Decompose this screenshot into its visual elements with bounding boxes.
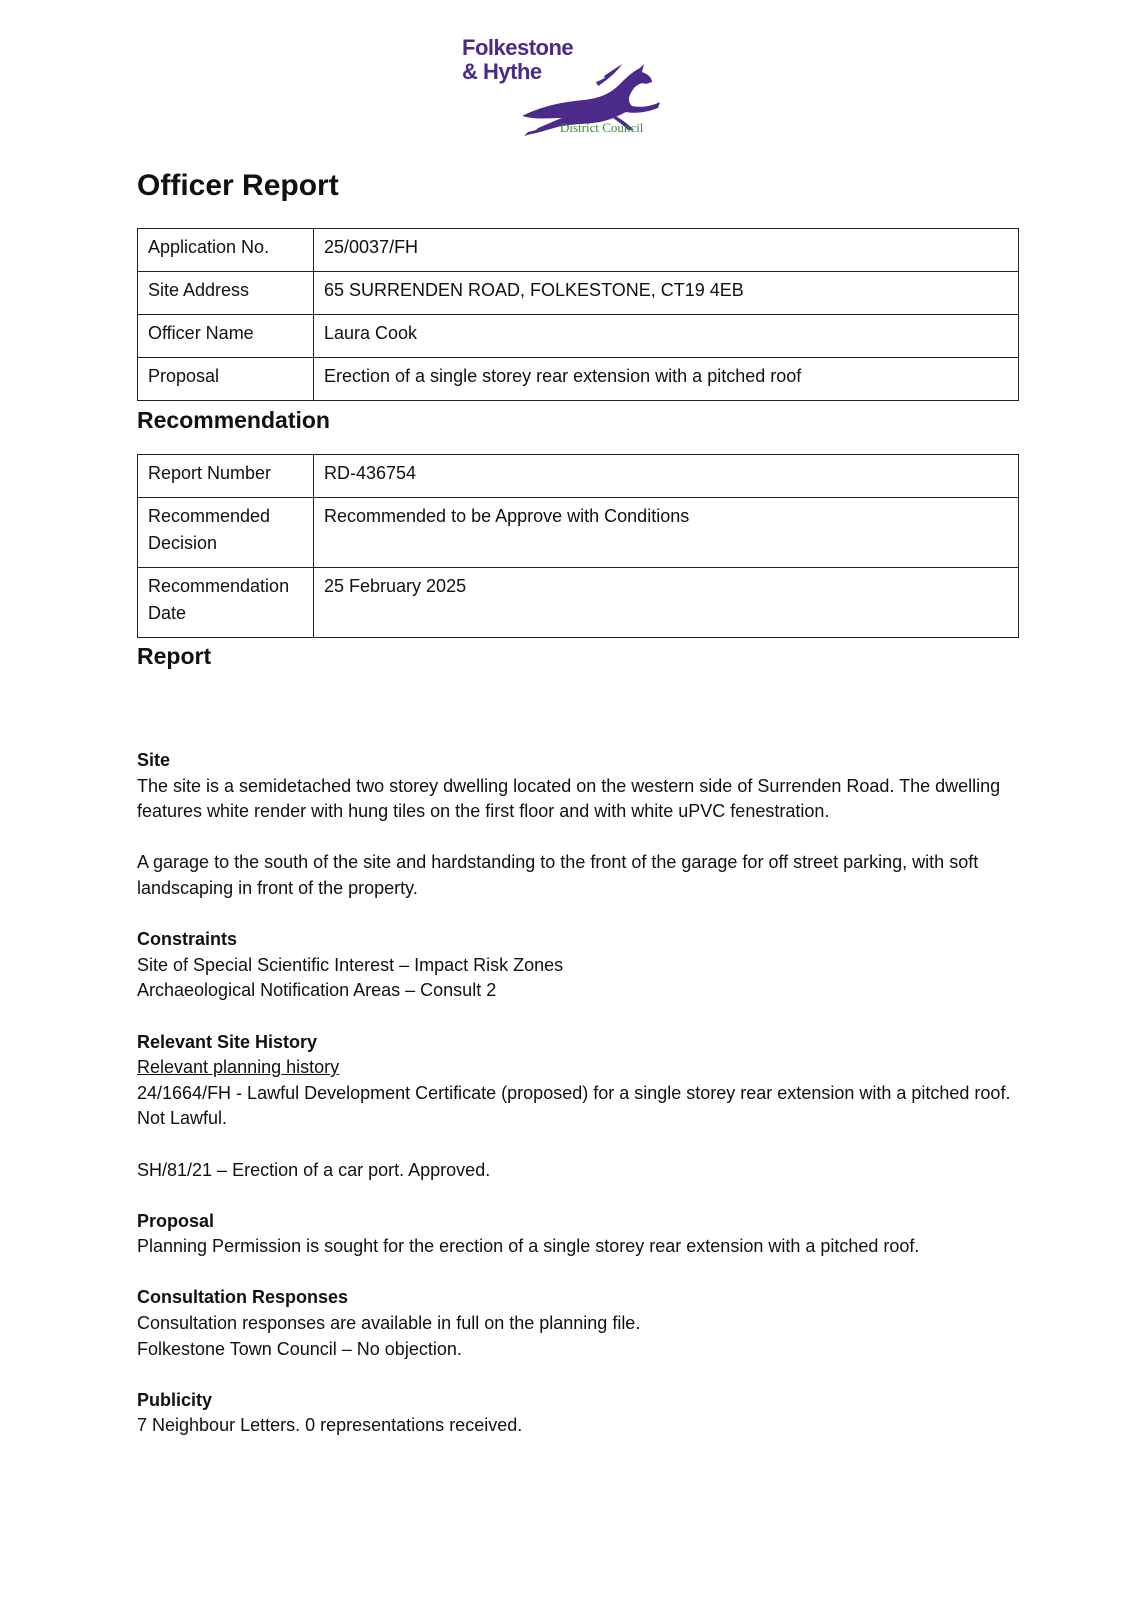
row-label: Application No. (138, 229, 314, 272)
row-value: Laura Cook (314, 315, 1019, 358)
recommendation-heading: Recommendation (137, 407, 330, 433)
table-row (138, 358, 1019, 401)
history-subheading: Relevant planning history (137, 1057, 340, 1078)
row-label: Recommended Decision (138, 498, 314, 568)
row-value: RD-436754 (314, 455, 1019, 498)
recommendation-table (137, 454, 1019, 638)
row-label: Officer Name (138, 315, 314, 358)
page-title: Officer Report (137, 169, 339, 202)
row-value: 65 SURRENDEN ROAD, FOLKESTONE, CT19 4EB (314, 272, 1019, 315)
row-label: Report Number (138, 455, 314, 498)
report-heading: Report (137, 643, 212, 669)
row-value: Recommended to be Approve with Conditions (314, 498, 1019, 568)
application-details-table (137, 228, 1019, 401)
proposal-text: Planning Permission is sought for the erection of a single storey rear extension with a pitched roof. (137, 1236, 920, 1257)
table-row (138, 272, 1019, 315)
table-row (138, 498, 1019, 568)
council-logo (462, 36, 662, 140)
consultation-line: Consultation responses are available in full on the planning file. (137, 1313, 641, 1334)
table-row (138, 315, 1019, 358)
table-row (138, 455, 1019, 498)
publicity-heading: Publicity (137, 1389, 213, 1410)
row-value: 25/0037/FH (314, 229, 1019, 272)
history-item: SH/81/21 – Erection of a car port. Approved. (137, 1159, 491, 1180)
logo-subtitle: District Council (560, 120, 644, 135)
consultation-line: Folkestone Town Council – No objection. (137, 1338, 462, 1359)
constraint-item: Site of Special Scientific Interest – Impact Risk Zones (137, 954, 564, 975)
consultation-heading: Consultation Responses (137, 1287, 349, 1308)
proposal-heading: Proposal (137, 1210, 215, 1231)
row-label: Site Address (138, 272, 314, 315)
row-value: 25 February 2025 (314, 568, 1019, 638)
table-row (138, 568, 1019, 638)
history-heading: Relevant Site History (137, 1031, 318, 1052)
table-row (138, 229, 1019, 272)
publicity-text: 7 Neighbour Letters. 0 representations received. (137, 1415, 523, 1436)
logo-text-line1: Folkestone (462, 35, 574, 60)
constraints-heading: Constraints (137, 929, 238, 950)
site-heading: Site (137, 750, 171, 770)
site-paragraph-2: A garage to the south of the site and hardstanding to the front of the garage for off street parking, with soft landscaping in front of the property. (137, 852, 979, 898)
logo-text-line2: & Hythe (462, 59, 542, 84)
row-label: Proposal (138, 358, 314, 401)
row-label: Recommendation Date (138, 568, 314, 638)
site-paragraph-1: The site is a semidetached two storey dwelling located on the western side of Surrenden Road. The dwelling features white render with hung tiles on the first floor and with white uPVC fenestration. (137, 775, 1001, 822)
row-value: Erection of a single storey rear extension with a pitched roof (314, 358, 1019, 401)
constraint-item: Archaeological Notification Areas – Consult 2 (137, 980, 497, 1001)
history-item: 24/1664/FH - Lawful Development Certificate (proposed) for a single storey rear extension with a pitched roof. Not Lawful. (137, 1082, 1011, 1129)
report-body (137, 748, 1017, 1439)
